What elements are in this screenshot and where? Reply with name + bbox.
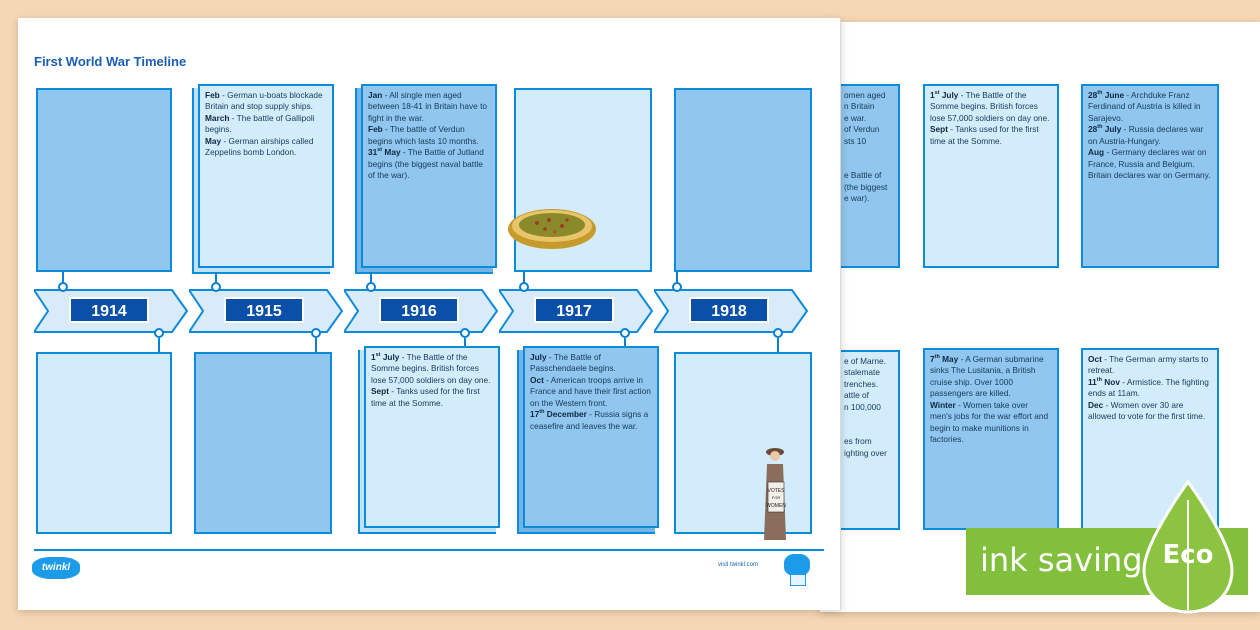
timeline-arrow-1917: [499, 288, 654, 334]
connector-knob-bottom-1917: [620, 328, 630, 338]
event-text: - The battle of Gallipoli begins.: [205, 112, 315, 135]
connector-knob-top-1916: [366, 282, 376, 292]
page-title: First World War Timeline: [34, 54, 187, 69]
sign-line-votes: VOTES: [767, 488, 785, 494]
event-entry: [530, 352, 652, 375]
connector-knob-top-1915: [211, 282, 221, 292]
partial-line: n 100,000: [844, 401, 881, 412]
event-date: Dec: [1088, 399, 1104, 410]
event-text: - The Battle of Jutland begins (the biggest naval battle of the war).: [368, 147, 484, 181]
eco-badge-label: Eco: [1162, 540, 1214, 570]
event-date: 31st May: [368, 147, 401, 158]
connector-knob-bottom-1914: [154, 328, 164, 338]
event-date: Oct: [1088, 354, 1102, 364]
back-card-top-1: [923, 84, 1059, 268]
timeline-arrow-1916: [344, 288, 499, 334]
bottom-card-1915: [194, 352, 332, 534]
partial-line: [844, 147, 893, 158]
timeline-arrow-1915: [189, 288, 344, 334]
timeline-arrow-1918: [654, 288, 809, 334]
year-label-1915: 1915: [224, 297, 304, 323]
twinkl-logo-small: [784, 554, 810, 576]
partial-line: e of Marne.: [844, 356, 886, 366]
sign-line-women: WOMEN: [766, 503, 786, 509]
event-entry: [930, 400, 1052, 446]
partial-line: sts 10: [844, 135, 867, 146]
event-date: Sept: [930, 124, 948, 135]
event-text: - German airships called Zeppelins bomb London.: [205, 135, 314, 158]
event-date: 1st July: [371, 352, 400, 362]
partial-line: (the biggest: [844, 181, 888, 192]
event-date: Sept: [371, 386, 389, 397]
event-entry: [1088, 354, 1212, 377]
connector-knob-bottom-1918: [773, 328, 783, 338]
partial-line: stalemate: [844, 367, 880, 378]
event-date: 17th December: [530, 409, 587, 420]
event-date: 1st July: [930, 90, 959, 100]
event-entry: [368, 124, 490, 147]
partial-line: n Britain: [844, 101, 875, 112]
event-entry: [930, 354, 1052, 400]
connector-knob-top-1917: [519, 282, 529, 292]
suffragette-image: [758, 442, 792, 542]
partial-line: es from: [844, 436, 872, 447]
event-text: - Russia declares war on Austria-Hungary.: [1088, 124, 1204, 146]
sign-line-for: FOR: [771, 495, 781, 500]
partial-line: attle of: [844, 390, 869, 401]
event-text: - American troops arrive in France and have their first action on the Western front.: [530, 374, 651, 408]
event-text: - Tanks used for the first time at the Somme.: [930, 124, 1039, 146]
twinkl-logo: twinkl: [32, 557, 80, 579]
twinkl-badge: [790, 574, 806, 586]
connector-knob-top-1918: [672, 282, 682, 292]
event-entry: [1088, 90, 1212, 124]
event-date: 28th June: [1088, 90, 1125, 100]
event-date: Feb: [205, 90, 220, 100]
event-text: - The Battle of the Somme begins. British forces lose 57,000 soldiers on day one.: [930, 90, 1050, 123]
event-entry: [1088, 377, 1212, 400]
connector-knob-bottom-1916: [460, 328, 470, 338]
partial-line: omen aged: [844, 90, 886, 100]
bottom-card-1914: [36, 352, 172, 534]
event-entry: [371, 352, 493, 386]
connector-knob-bottom-1915: [311, 328, 321, 338]
event-date: Winter: [930, 399, 956, 410]
event-date: 11th Nov: [1088, 376, 1120, 387]
partial-line: [844, 159, 893, 170]
top-card-1918: [674, 88, 812, 272]
event-text: - German u-boats blockade Britain and stop supply ships.: [205, 90, 323, 112]
event-date: 28th July: [1088, 124, 1122, 135]
top-card-1916: [361, 84, 497, 268]
event-text: - Women take over men's jobs for the war effort and begin to make munitions in factories.: [930, 399, 1049, 445]
event-text: - The Battle of the Somme begins. British forces lose 57,000 soldiers on day one.: [371, 352, 491, 385]
connector-bottom-1914: [158, 338, 160, 352]
ink-saving-label: ink saving: [980, 541, 1143, 579]
event-text: - The battle of Verdun begins which lasts 10 months.: [368, 124, 479, 146]
event-text: - Russia signs a ceasefire and leaves the war.: [530, 409, 649, 431]
timeline-arrow-1914: [34, 288, 189, 334]
event-date: Oct: [530, 374, 544, 385]
connector-knob-top-1914: [58, 282, 68, 292]
partial-line: e Battle of: [844, 170, 882, 181]
event-entry: [205, 90, 327, 113]
event-text: - Archduke Franz Ferdinand of Austria is killed in Sarajevo.: [1088, 90, 1201, 123]
event-text: - The German army starts to retreat.: [1088, 354, 1209, 376]
event-text: - Germany declares war on France, Russia and Belgium. Britain declares war on Germany.: [1088, 147, 1211, 181]
top-card-1914: [36, 88, 172, 272]
event-entry: [930, 90, 1052, 124]
front-sheet: [18, 18, 841, 610]
back-card-top-2: [1081, 84, 1219, 268]
event-date: March: [205, 112, 230, 123]
footer-url: visit twinkl.com: [718, 562, 759, 568]
connector-bottom-1918: [777, 338, 779, 352]
partial-line: trenches.: [844, 378, 879, 389]
event-text: - Armistice. The fighting ends at 11am.: [1088, 376, 1209, 399]
event-entry: [368, 147, 490, 181]
event-entry: [530, 409, 652, 432]
event-entry: [368, 90, 490, 124]
event-date: May: [205, 135, 222, 146]
partial-line: of Verdun: [844, 124, 880, 135]
back-card-bottom-1: [923, 348, 1059, 530]
bottom-card-1916: [364, 346, 500, 528]
partial-line: e war.: [844, 112, 867, 123]
event-date: July: [530, 352, 547, 362]
year-label-1918: 1918: [689, 297, 769, 323]
event-entry: [1088, 124, 1212, 147]
partial-line: [844, 425, 893, 436]
connector-bottom-1915: [315, 338, 317, 352]
event-entry: [1088, 147, 1212, 181]
event-entry: [205, 136, 327, 159]
year-label-1917: 1917: [534, 297, 614, 323]
year-label-1916: 1916: [379, 297, 459, 323]
footer-divider: [34, 549, 824, 551]
event-entry: [1088, 400, 1212, 423]
event-entry: [930, 124, 1052, 147]
event-text: - Women over 30 are allowed to vote for the first time.: [1088, 399, 1206, 422]
bottom-card-1917: [523, 346, 659, 528]
event-entry: [530, 375, 652, 409]
event-entry: [205, 113, 327, 136]
partial-line: [844, 413, 893, 424]
event-date: Feb: [368, 124, 383, 135]
partial-line: e war).: [844, 192, 870, 203]
partial-line: ighting over: [844, 447, 887, 458]
event-date: 7th May: [930, 354, 959, 364]
year-label-1914: 1914: [69, 297, 149, 323]
event-text: - The Battle of Passchendaele begins.: [530, 352, 616, 374]
event-date: Aug: [1088, 147, 1105, 158]
event-date: Jan: [368, 90, 383, 100]
event-entry: [371, 386, 493, 409]
event-text: - All single men aged between 18-41 in Britain have to fight in the war.: [368, 90, 488, 123]
top-card-1915: [198, 84, 334, 268]
event-text: - Tanks used for the first time at the Somme.: [371, 386, 480, 408]
soup-bowl-image: [507, 204, 597, 254]
event-text: - A German submarine sinks The Lusitania, a British cruise ship. Over 1000 passengers are killed.: [930, 354, 1044, 399]
